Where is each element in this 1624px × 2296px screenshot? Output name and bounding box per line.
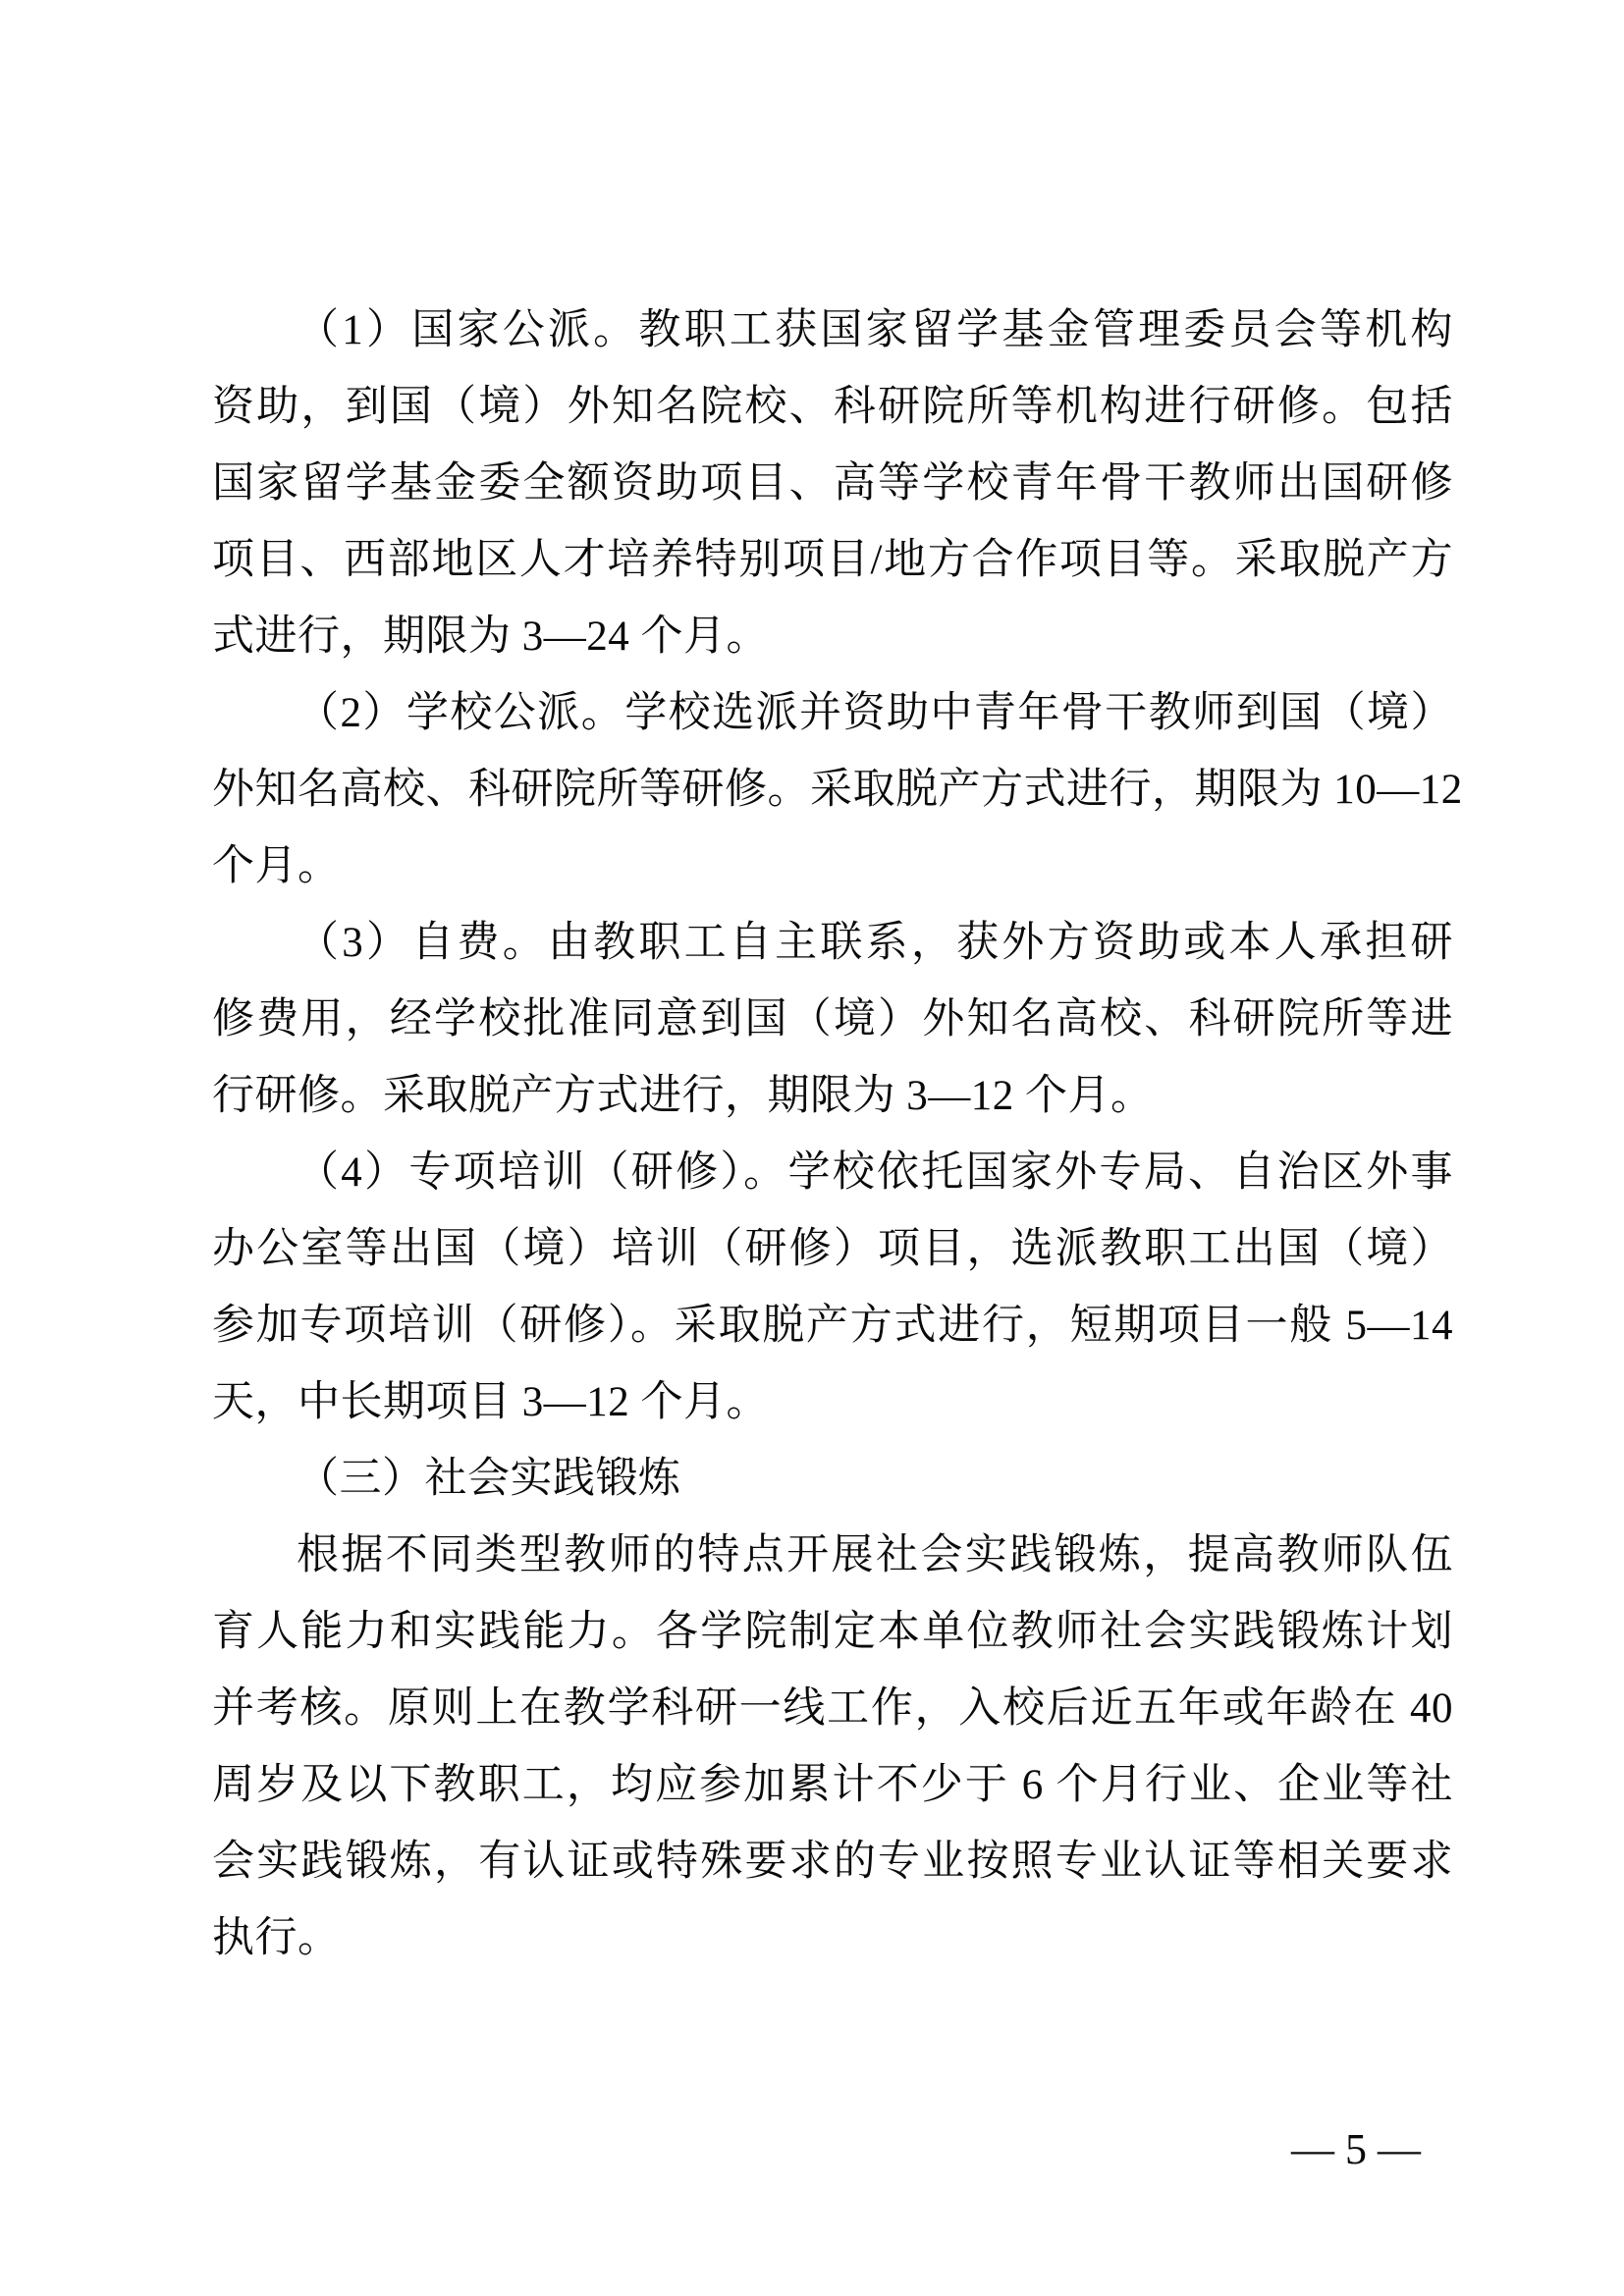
text-line: 根据不同类型教师的特点开展社会实践锻炼，提高教师队伍 [297,1532,1453,1578]
paragraph-4 [212,1135,1453,1441]
text-line: 个月。 [212,843,341,889]
section-heading [212,1441,1453,1518]
text-line: 参加专项培训（研修）。采取脱产方式进行，短期项目一般 5—14 [212,1303,1453,1349]
paragraph-2 [212,675,1463,905]
text-line: （1）国家公派。教职工获国家留学基金管理委员会等机构 [297,307,1453,353]
text-line: 资助，到国（境）外知名院校、科研院所等机构进行研修。包括 [212,384,1453,430]
paragraph-5 [212,1518,1453,1977]
text-line: 国家留学基金委全额资助项目、高等学校青年骨干教师出国研修 [212,460,1453,507]
text-line: 行研修。采取脱产方式进行，期限为 3—12 个月。 [212,1073,1154,1119]
text-line: 周岁及以下教职工，均应参加累计不少于 6 个月行业、企业等社 [212,1762,1453,1808]
text-line: 天，中长期项目 3—12 个月。 [212,1379,769,1425]
text-line: 会实践锻炼，有认证或特殊要求的专业按照专业认证等相关要求 [212,1839,1453,1885]
text-line: 执行。 [212,1915,341,1961]
text-line: 育人能力和实践能力。各学院制定本单位教师社会实践锻炼计划 [212,1609,1453,1655]
text-line: 式进行，期限为 3—24 个月。 [212,614,769,660]
document-body [212,293,1463,1977]
paragraph-3 [212,905,1453,1135]
text-line: 并考核。原则上在教学科研一线工作，入校后近五年或年龄在 40 [212,1685,1453,1732]
paragraph-1 [212,293,1453,675]
heading-line: （三）社会实践锻炼 [297,1456,681,1502]
text-line: 项目、西部地区人才培养特别项目/地方合作项目等。采取脱产方 [212,537,1453,583]
text-line: （2）学校公派。学校选派并资助中青年骨干教师到国（境） [297,690,1453,736]
text-line: 外知名高校、科研院所等研修。采取脱产方式进行，期限为 10—12 [212,767,1463,813]
page-number: — 5 — [1291,2125,1421,2173]
text-line: 修费用，经学校批准同意到国（境）外知名高校、科研院所等进 [212,996,1453,1042]
text-line: （4）专项培训（研修）。学校依托国家外专局、自治区外事 [297,1149,1453,1196]
text-line: （3）自费。由教职工自主联系，获外方资助或本人承担研 [297,920,1453,966]
text-line: 办公室等出国（境）培训（研修）项目，选派教职工出国（境） [212,1226,1453,1272]
